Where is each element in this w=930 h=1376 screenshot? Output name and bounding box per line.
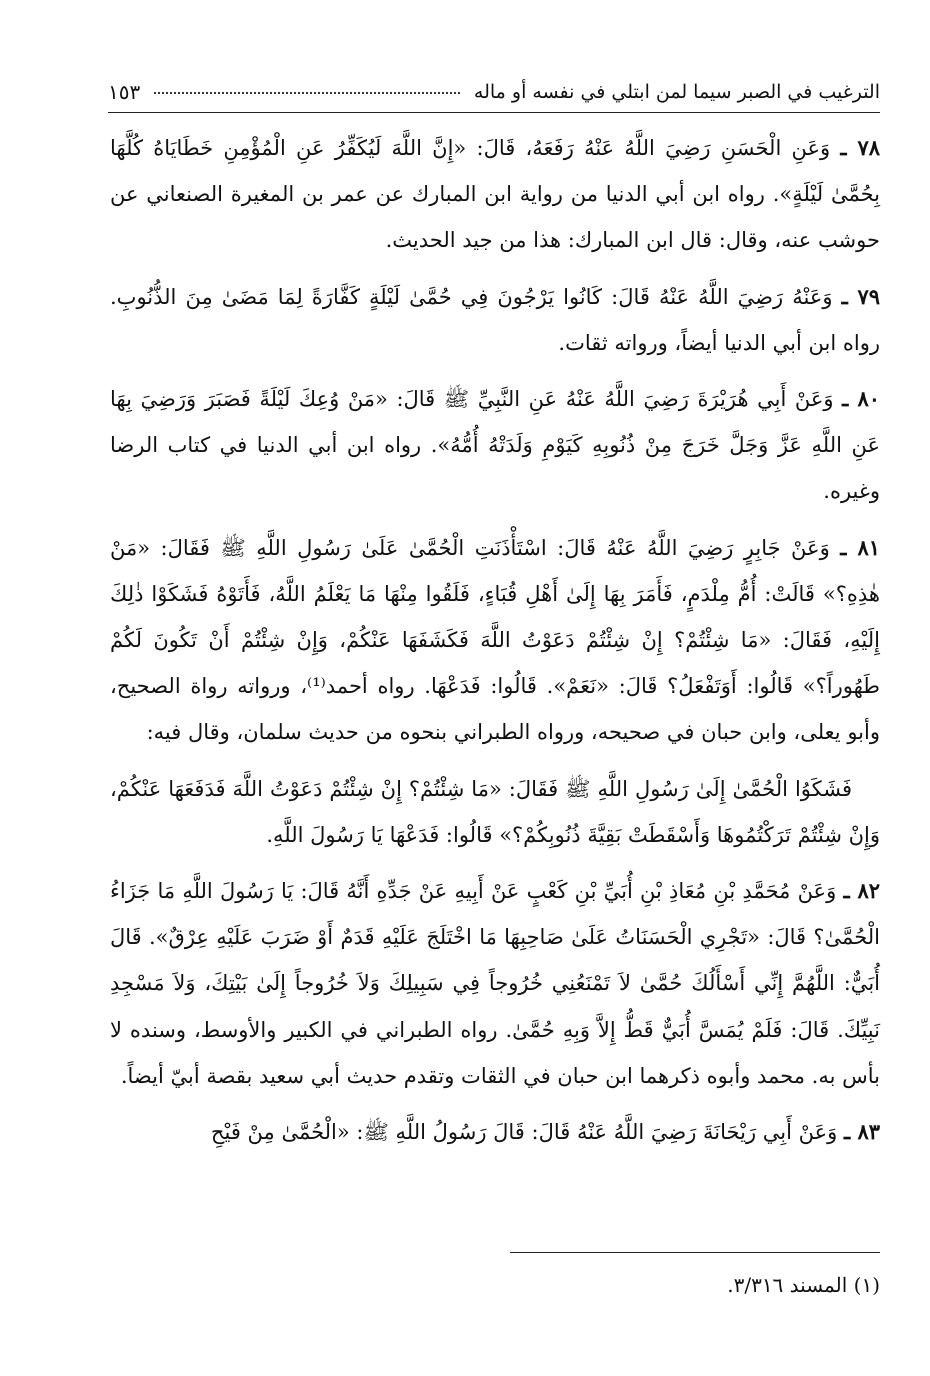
hadith-paragraph-78 [110,125,880,264]
hadith-number: ٧٨ ـ [840,135,880,160]
hadith-number: ٧٩ ـ [841,283,880,309]
page-body [110,125,880,1165]
hadith-quote-continuation [110,766,880,858]
hadith-paragraph-81 [110,525,880,756]
footnote-text: المسند ٣/٣١٦. [727,1273,848,1297]
hadith-paragraph-79 [110,274,880,366]
hadith-text: وَعَنْ أَبِي هُرَيْرَةَ رَضِيَ اللَّهُ عَنْهُ عَنِ النَّبِيِّ ﷺ قَالَ: «مَنْ وُعِكَ لَيْلَةً فَصَبَرَ وَرَضِيَ بِهَا عَنِ اللَّهِ عَزَّ وَجَلَّ خَرَجَ مِنْ ذُنُوبِهِ كَيَوْمِ وَلَدَتْهُ أُمُّهُ». رواه ابن أبي الدنيا في كتاب الرضا وغيره. [110,387,880,504]
hadith-text: فَشَكَوُا الْحُمَّىٰ إِلَىٰ رَسُولِ اللَّهِ ﷺ فَقَالَ: «مَا شِئْتُمْ؟ إِنْ شِئْتُمْ دَعَوْتُ اللَّهَ فَدَفَعَهَا عَنْكُمْ، وَإِنْ شِئْتُمْ تَرَكْتُمُوهَا وَأَسْقَطَتْ بَقِيَّةَ ذُنُوبِكُمْ؟» قَالُوا: فَدَعْهَا يَا رَسُولَ اللَّهِ. [110,776,880,847]
hadith-text: وَعَنِ الْحَسَنِ رَضِيَ اللَّهُ عَنْهُ رَفَعَهُ، قَالَ: «إِنَّ اللَّهَ لَيُكَفِّرُ عَنِ الْمُؤْمِنِ خَطَايَاهُ كُلَّهَا بِحُمَّىٰ لَيْلَةٍ». رواه ابن أبي الدنيا من رواية ابن المبارك عن عمر بن المغيرة الصنعاني عن حوشب عنه، وقال: قال ابن المبارك: هذا من جيد الحديث. [110,136,880,253]
running-header [108,72,880,113]
hadith-text: وَعَنْ مُحَمَّدِ بْنِ مُعَاذِ بْنِ أُبَيِّ بْنِ كَعْبٍ عَنْ أَبِيهِ عَنْ جَدِّهِ أَنَّهُ قَالَ: يَا رَسُولَ اللَّهِ مَا جَزَاءُ الْحُمَّىٰ؟ قَالَ: «تَجْرِي الْحَسَنَاتُ عَلَىٰ صَاحِبِهَا مَا اخْتَلَجَ عَلَيْهِ قَدَمٌ أَوْ ضَرَبَ عَلَيْهِ عِرْقٌ». قَالَ أُبَيٌّ: اللَّهُمَّ إِنِّي أَسْأَلُكَ حُمَّىٰ لاَ تَمْنَعُنِي خُرُوجاً فِي سَبِيلِكَ وَلاَ خُرُوجاً إِلَىٰ بَيْتِكَ، وَلاَ مَسْجِدِ نَبِيِّكَ. قَالَ: فَلَمْ يُمَسَّ أُبَيٌّ قَطُّ إِلاَّ وَبِهِ حُمَّىٰ. رواه الطبراني في الكبير والأوسط، وسنده لا بأس به. محمد وأبوه ذكرهما ابن حبان في الثقات وتقدم حديث أبي سعيد بقصة أبيّ أيضاً. [110,879,880,1088]
hadith-text: وَعَنْهُ رَضِيَ اللَّهُ عَنْهُ قَالَ: كَانُوا يَرْجُونَ فِي حُمَّىٰ لَيْلَةٍ كَفَّارَةً لِمَا مَضَىٰ مِنَ الذُّنُوبِ. رواه ابن أبي الدنيا أيضاً، ورواته ثقات. [110,284,880,355]
hadith-number: ٨٠ ـ [842,386,880,412]
hadith-paragraph-82 [110,868,880,1099]
hadith-number: ٨٢ ـ [843,878,880,904]
header-leader-dots [154,91,460,94]
hadith-text: وَعَنْ جَابِرٍ رَضِيَ اللَّهُ عَنْهُ قَالَ: اسْتَأْذَنَتِ الْحُمَّىٰ عَلَىٰ رَسُولِ اللَّهِ ﷺ فَقَالَ: «مَنْ هٰذِهِ؟» قَالَتْ: أُمُّ مِلْدَمٍ، فَأَمَرَ بِهَا إِلَىٰ أَهْلِ قُبَاءٍ، فَلَقُوا مِنْهَا مَا يَعْلَمُ اللَّهُ، فَأَتَوْهُ فَشَكَوْا ذٰلِكَ إِلَيْهِ، فَقَالَ: «مَا شِئْتُمْ؟ إِنْ شِئْتُمْ دَعَوْتُ اللَّهَ فَكَشَفَهَا عَنْكُمْ، وَإِنْ شِئْتُمْ أَنْ تَكُونَ لَكُمْ طَهُوراً؟» قَالُوا: أَوَتَفْعَلُ؟ قَالَ: «نَعَمْ». قَالُوا: فَدَعْهَا. رواه أحمد⁽¹⁾، ورواته رواة الصحيح، وأبو يعلى، وابن حبان في صحيحه، ورواه الطبراني بنحوه من حديث سلمان، وقال فيه: [110,535,880,745]
footnote-divider [510,1252,880,1253]
hadith-paragraph-80 [110,376,880,515]
hadith-paragraph-83 [110,1109,880,1155]
footnote [110,1270,880,1300]
hadith-number: ٨٣ ـ [843,1119,880,1145]
hadith-text: وَعَنْ أَبِي رَيْحَانَةَ رَضِيَ اللَّهُ عَنْهُ قَالَ: قَالَ رَسُولُ اللَّهِ ﷺ: «الْحُمَّىٰ مِنْ فَيْحِ [210,1120,838,1145]
footnote-marker: (١) [853,1273,880,1297]
hadith-number: ٨١ ـ [840,534,880,560]
header-title: الترغيب في الصبر سيما لمن ابتلي في نفسه أو ماله [473,81,880,103]
page-number: ١٥٣ [108,80,141,104]
